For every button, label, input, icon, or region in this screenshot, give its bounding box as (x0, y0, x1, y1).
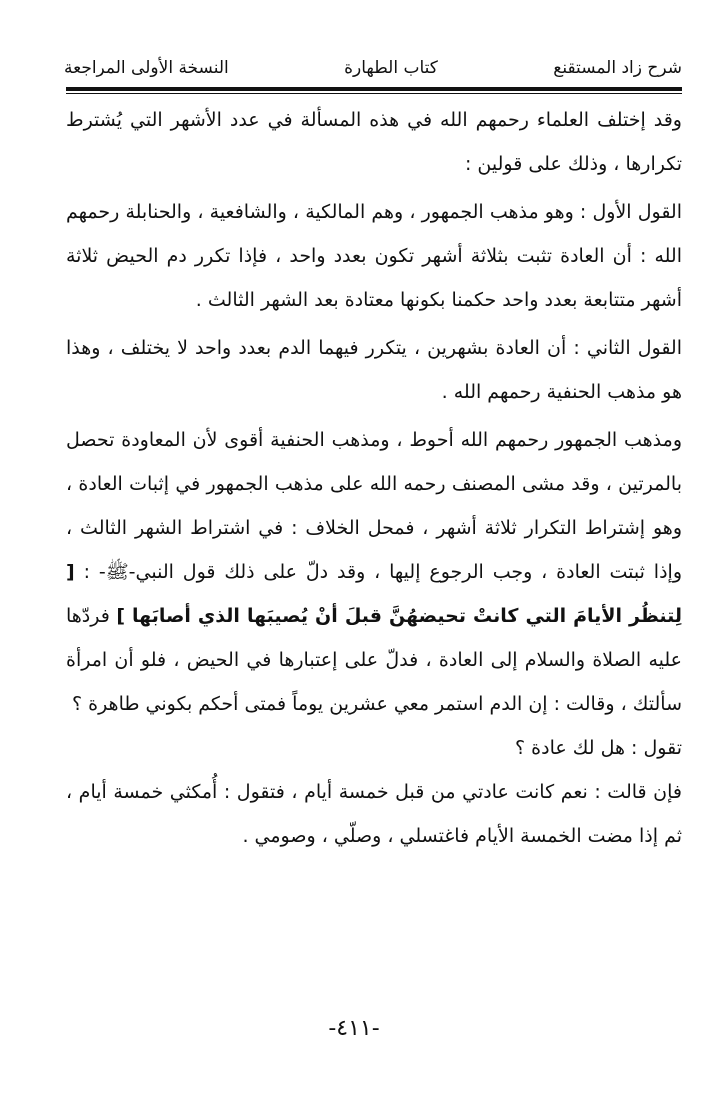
paragraph-preference-continuation: فردّها عليه الصلاة والسلام إلى العادة ، فدلّ على إعتبارها في الحيض ، فلو أن امرأة سألتك ، وقالت : إن الدم استمر معي عشرين يوماً فمتى أحكم بكوني طاهرة ؟ (66, 605, 682, 715)
page-number: -٤١١- (328, 1016, 380, 1041)
header-edition: النسخة الأولى المراجعة (64, 58, 229, 78)
header-chapter: كتاب الطهارة (344, 58, 438, 78)
paragraph-first-opinion: القول الأول : وهو مذهب الجمهور ، وهم المالكية ، والشافعية ، والحنابلة رحمهم الله : أن العادة تثبت بثلاثة أشهر تكون بعدد واحد ، فإذا تكرر دم الحيض ثلاثة أشهر متتابعة بعدد واحد حكمنا بكونها معتادة بعد الشهر الثالث . (66, 201, 682, 311)
body-text (66, 98, 682, 858)
hadith-quote: [ لِتنظُر الأيامَ التي كانتْ تحيضهُنَّ قبلَ أنْ يُصيبَها الذي أصابَها ] (66, 561, 682, 627)
header-rule-thick (66, 87, 682, 91)
paragraph-preference-text: ومذهب الجمهور رحمهم الله أحوط ، ومذهب الحنفية أقوى لأن المعاودة تحصل بالمرتين ، وقد مشى المصنف رحمه الله على مذهب الجمهور في إثبات العادة ، وهو إشتراط التكرار ثلاثة أشهر ، فمحل الخلاف : في اشتراط الشهر الثالث ، وإذا ثبتت العادة ، وجب الرجوع إليها ، وقد دلّ على ذلك قول النبي-ﷺ- : (66, 429, 682, 583)
paragraph-answer: فإن قالت : نعم كانت عادتي من قبل خمسة أيام ، فتقول : أُمكثي خمسة أيام ، ثم إذا مضت الخمسة الأيام فاغتسلي ، وصلّي ، وصومي . (66, 781, 682, 847)
header-book-title: شرح زاد المستقنع (553, 58, 682, 78)
header-rule-thin (66, 93, 682, 94)
paragraph-second-opinion: القول الثاني : أن العادة بشهرين ، يتكرر فيهما الدم بعدد واحد لا يختلف ، وهذا هو مذهب الحنفية رحمهم الله . (66, 337, 682, 403)
paragraph-intro: وقد إختلف العلماء رحمهم الله في هذه المسألة في عدد الأشهر التي يُشترط تكرارها ، وذلك على قولين : (66, 109, 682, 175)
running-header (64, 54, 682, 82)
paragraph-question: تقول : هل لك عادة ؟ (515, 737, 682, 759)
paragraph-preference (66, 418, 682, 726)
